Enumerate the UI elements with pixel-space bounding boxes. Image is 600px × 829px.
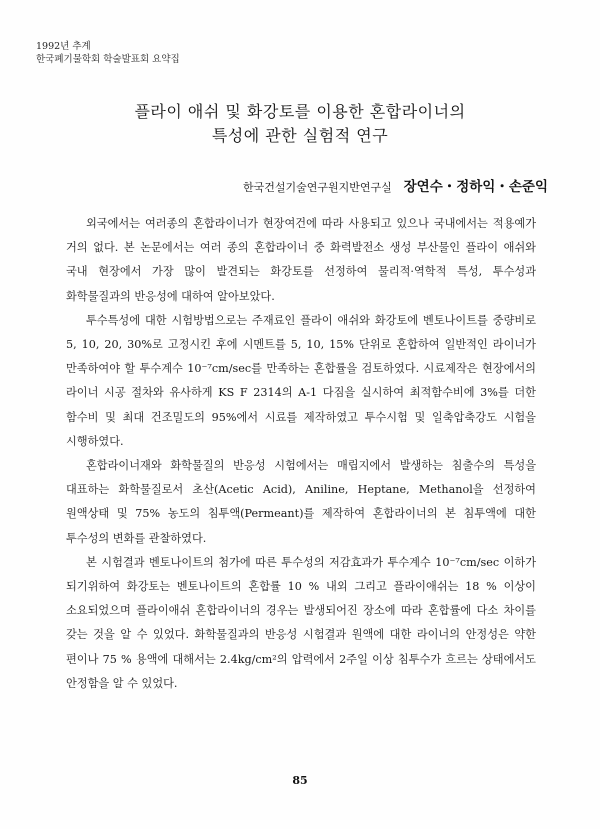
abstract-paragraph-2: 투수특성에 대한 시험방법으로는 주재료인 플라이 애쉬와 화강토에 벤토나이트를 중량비로 5, 10, 20, 30%로 고정시킨 후에 시멘트를 5, 10, 15% 단위로 혼합하여 일반적인 라이너가 만족하여야 할 투수계수 10⁻⁷cm/sec를 만족하는 혼합률을 검토하였다. 시료제작은 현장에서의 라이너 시공 절차와 유사하게 KS F 2314의 A-1 다짐을 실시하여 최적함수비에 3%를 더한 함수비 및 최대 건조밀도의 95%에서 시료를 제작하였고 투수시험 및 일축압축강도 시험을 시행하였다. (66, 313, 536, 448)
abstract-paragraph-4: 본 시험결과 벤토나이트의 첨가에 따른 투수성의 저감효과가 투수계수 10⁻⁷cm/sec 이하가 되기위하여 화강토는 벤토나이트의 혼합률 10 % 내외 그리고 플라이애쉬는 18 % 이상이 소요되었으며 플라이애쉬 혼합라이너의 경우는 발생되어진 장소에 따라 혼합률에 다소 차이를 갖는 것을 알 수 있었다. 화학물질과의 반응성 시험결과 원액에 대한 라이너의 안정성은 약한 편이나 75 % 용액에 대해서는 2.4kg/cm²의 압력에서 2주일 이상 침투수가 흐르는 상태에서도 안정함을 알 수 있었다. (66, 555, 536, 690)
header-year: 1992년 추계 (36, 41, 91, 52)
abstract-paragraph-3: 혼합라이너재와 화학물질의 반응성 시험에서는 매립지에서 발생하는 침출수의 특성을 대표하는 화학물질로서 초산(Acetic Acid), Aniline, Heptane, Methanol을 선정하여 원액상태 및 75% 농도의 침투액(Permeant)를 제작하여 혼합라이너의 본 침투액에 대한 투수성의 변화를 관찰하였다. (66, 459, 536, 545)
abstract-body (66, 212, 536, 696)
header-society: 한국폐기물학회 학술발표회 요약집 (36, 54, 180, 65)
page-number: 85 (292, 774, 308, 787)
paper-title-line-1: 플라이 애쉬 및 화강토를 이용한 혼합라이너의 (134, 102, 466, 121)
abstract-paragraph-1: 외국에서는 여러종의 혼합라이너가 현장여건에 따라 사용되고 있으나 국내에서는 적용예가 거의 없다. 본 논문에서는 여러 종의 혼합라이너 중 화력발전소 생성 부산물인 플라이 애쉬와 국내 현장에서 가장 많이 발견되는 화강토를 선정하여 물리적·역학적 특성, 투수성과 화학물질과의 반응성에 대하여 알아보았다. (66, 217, 536, 303)
author-organization: 한국건설기술연구원지반연구실 (243, 181, 392, 194)
paper-title-line-2: 특성에 관한 실험적 연구 (211, 126, 389, 145)
author-block (243, 175, 548, 195)
proceedings-header (36, 40, 180, 66)
author-names: 장연수・정하익・손준익 (403, 179, 548, 195)
